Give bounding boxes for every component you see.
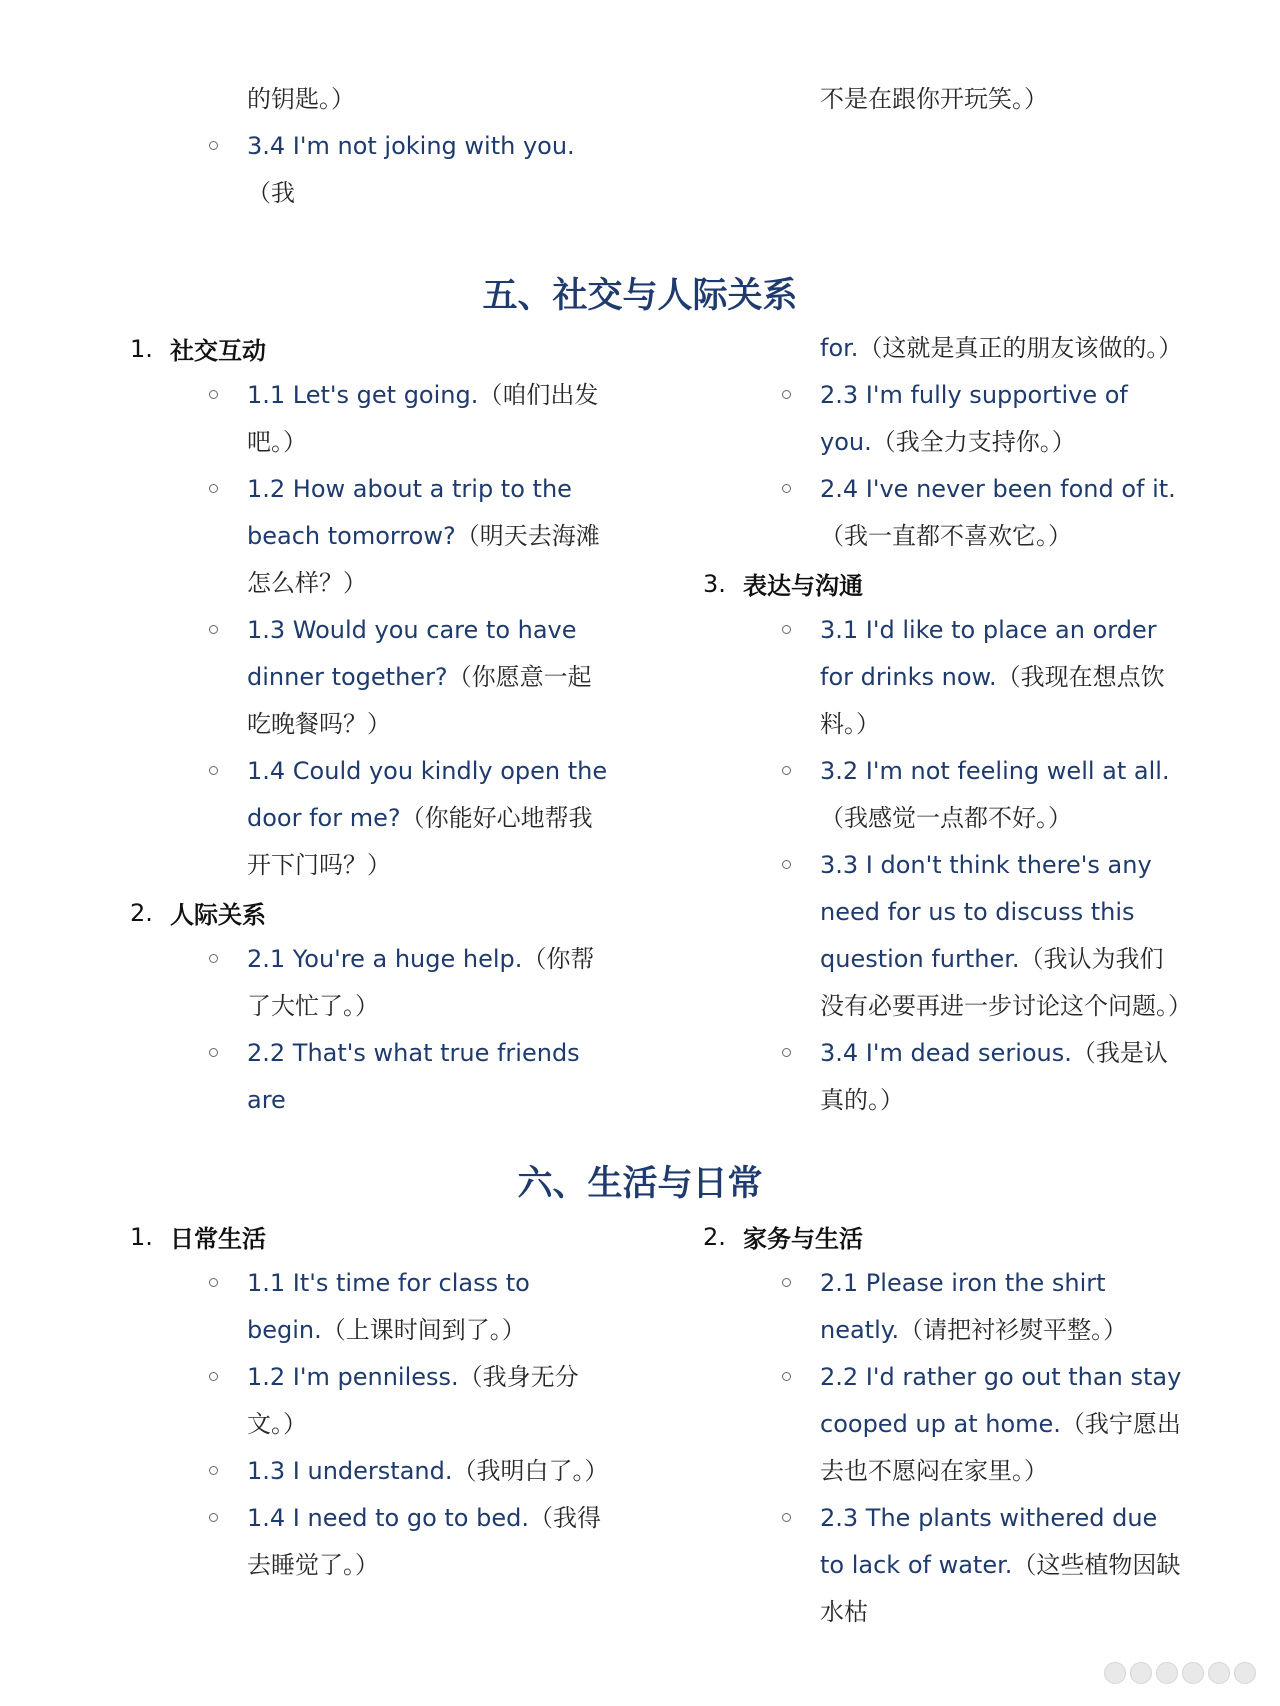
page-dot-icon: [1156, 1662, 1178, 1684]
bullet-icon: [782, 625, 791, 634]
bullet-icon: [782, 1372, 791, 1381]
bullet-icon: [209, 1466, 218, 1475]
list-item: 1.1 It's time for class to begin.（上课时间到了。）: [130, 1260, 610, 1354]
top-col-left: [130, 76, 610, 217]
bullet-icon: [209, 766, 218, 775]
top-col-right: [703, 76, 1183, 123]
bullet-icon: [209, 390, 218, 399]
section6-col-right: [703, 1213, 1183, 1636]
bullet-icon: [782, 1278, 791, 1287]
page-dot-icon: [1208, 1662, 1230, 1684]
bullet-icon: [782, 766, 791, 775]
bullet-icon: [782, 1048, 791, 1057]
section-heading: 六、生活与日常: [517, 1164, 763, 1204]
list-item: 3.4 I'm dead serious.（我是认真的。）: [703, 1030, 1183, 1124]
section-heading: 五、社交与人际关系: [482, 276, 798, 316]
list-item: 3.3 I don't think there's any need for us to discuss this question further.（我认为我们没有必要再进一步讨论这个问题。）: [703, 842, 1183, 1030]
continuation-text: for.（这就是真正的朋友该做的。）: [820, 334, 1183, 362]
list-item: 1.1 Let's get going.（咱们出发吧。）: [130, 372, 610, 466]
list-item: 2.2 I'd rather go out than stay cooped up at home.（我宁愿出去也不愿闷在家里。）: [703, 1354, 1183, 1495]
bullet-icon: [782, 1513, 791, 1522]
page-dot-icon: [1130, 1662, 1152, 1684]
subsection-title: 3. 表达与沟通: [703, 569, 863, 600]
subsection-title: 1. 日常生活: [130, 1222, 266, 1253]
list-item: 1.3 I understand.（我明白了。）: [130, 1448, 610, 1495]
list-item: 1.2 I'm penniless.（我身无分文。）: [130, 1354, 610, 1448]
english-phrase: 3.4 I'm not joking with you.: [247, 132, 575, 160]
continuation-text: 的钥匙。）: [247, 85, 355, 113]
page-dot-icon: [1234, 1662, 1256, 1684]
list-item: 1.3 Would you care to have dinner together?（你愿意一起吃晚餐吗？）: [130, 607, 610, 748]
page-dot-icon: [1182, 1662, 1204, 1684]
list-item: 2.3 I'm fully supportive of you.（我全力支持你。）: [703, 372, 1183, 466]
section5-col-left: [130, 325, 610, 1124]
continuation-text: 不是在跟你开玩笑。）: [820, 85, 1048, 113]
subsection-title: 1. 社交互动: [130, 334, 266, 365]
list-item: 1.4 I need to go to bed.（我得去睡觉了。）: [130, 1495, 610, 1589]
list-item: 2.1 You're a huge help.（你帮了大忙了。）: [130, 936, 610, 1030]
list-item: 2.3 The plants withered due to lack of water.（这些植物因缺水枯: [703, 1495, 1183, 1636]
bullet-icon: [782, 860, 791, 869]
section6-col-left: [130, 1213, 610, 1589]
list-item: 2.1 Please iron the shirt neatly.（请把衬衫熨平整。）: [703, 1260, 1183, 1354]
bullet-icon: [209, 1513, 218, 1522]
subsection-title: 2. 人际关系: [130, 898, 266, 929]
bullet-icon: [782, 484, 791, 493]
subsection-title: 2. 家务与生活: [703, 1222, 863, 1253]
bullet-icon: [782, 390, 791, 399]
chinese-translation: （我: [247, 179, 295, 207]
bullet-icon: [209, 1372, 218, 1381]
bullet-icon: [209, 1048, 218, 1057]
bullet-icon: [209, 1278, 218, 1287]
list-item: 3.2 I'm not feeling well at all.（我感觉一点都不好。）: [703, 748, 1183, 842]
list-item: 2.2 That's what true friends are: [130, 1030, 610, 1124]
list-item: 1.2 How about a trip to the beach tomorrow?（明天去海滩怎么样？）: [130, 466, 610, 607]
bullet-icon: [209, 954, 218, 963]
page-dot-icon: [1104, 1662, 1126, 1684]
bullet-icon: [209, 484, 218, 493]
list-item: 2.4 I've never been fond of it.（我一直都不喜欢它。）: [703, 466, 1183, 560]
bullet-icon: [209, 625, 218, 634]
section5-col-right: [703, 325, 1192, 1124]
bullet-icon: [209, 141, 218, 150]
page-indicator: [1104, 1662, 1256, 1684]
list-item: [130, 123, 610, 217]
list-item: 3.1 I'd like to place an order for drinks now.（我现在想点饮料。）: [703, 607, 1183, 748]
list-item: 1.4 Could you kindly open the door for me?（你能好心地帮我开下门吗？）: [130, 748, 610, 889]
